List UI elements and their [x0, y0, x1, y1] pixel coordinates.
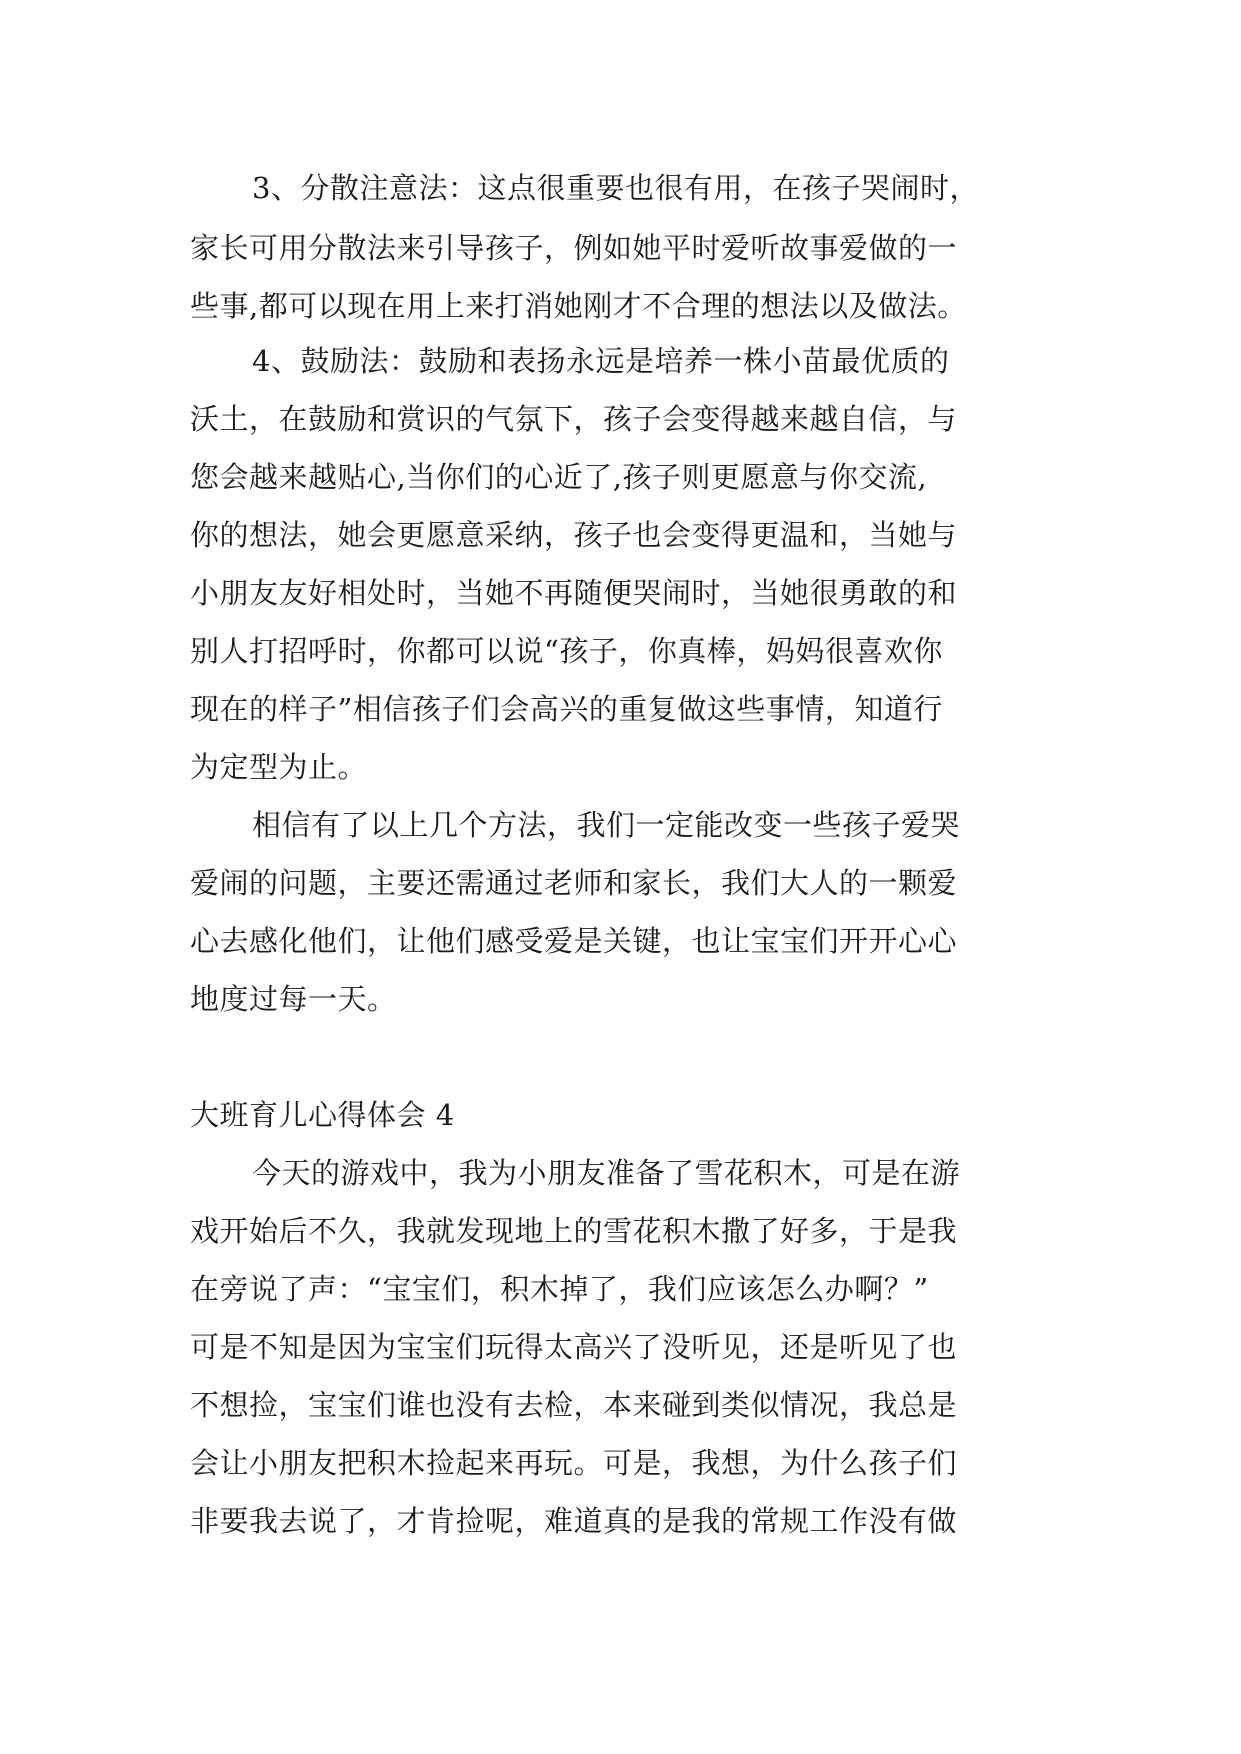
paragraph-line: 现在的样子”相信孩子们会高兴的重复做这些事情，知道行: [190, 692, 943, 726]
paragraph-line: 你的想法，她会更愿意采纳，孩子也会变得更温和，当她与: [190, 518, 958, 552]
paragraph-line: 今天的游戏中，我为小朋友准备了雪花积木，可是在游: [252, 1156, 961, 1190]
paragraph-line: 不想捡，宝宝们谁也没有去检，本来碰到类似情况，我总是: [190, 1388, 958, 1422]
paragraph-line: 3、分散注意法：这点很重要也很有用，在孩子哭闹时，: [252, 171, 979, 205]
paragraph-line: 会让小朋友把积木捡起来再玩。可是，我想，为什么孩子们: [190, 1446, 958, 1480]
paragraph-line: 别人打招呼时，你都可以说“孩子，你真棒，妈妈很喜欢你: [190, 634, 943, 668]
paragraph-line: 家长可用分散法来引导孩子，例如她平时爱听故事爱做的一: [190, 231, 958, 265]
paragraph-line: 4、鼓励法：鼓励和表扬永远是培养一株小苗最优质的: [252, 344, 950, 378]
section-heading: 大班育儿心得体会 4: [190, 1098, 455, 1132]
paragraph-line: 地度过每一天。: [190, 982, 397, 1016]
paragraph-line: 心去感化他们，让他们感受爱是关键，也让宝宝们开开心心: [190, 924, 958, 958]
paragraph-line: 相信有了以上几个方法，我们一定能改变一些孩子爱哭: [252, 808, 961, 842]
paragraph-line: 些事,都可以现在用上来打消她刚才不合理的想法以及做法。: [190, 289, 967, 323]
paragraph-line: 在旁说了声：“宝宝们，积木掉了，我们应该怎么办啊？”: [190, 1272, 929, 1306]
paragraph-line: 为定型为止。: [190, 750, 368, 784]
paragraph-line: 非要我去说了，才肯捡呢，难道真的是我的常规工作没有做: [190, 1504, 958, 1538]
paragraph-line: 您会越来越贴心,当你们的心近了,孩子则更愿意与你交流,: [190, 460, 928, 494]
paragraph-line: 小朋友友好相处时，当她不再随便哭闹时，当她很勇敢的和: [190, 576, 958, 610]
paragraph-line: 沃土，在鼓励和赏识的气氛下，孩子会变得越来越自信，与: [190, 402, 958, 436]
paragraph-line: 戏开始后不久，我就发现地上的雪花积木撒了好多，于是我: [190, 1214, 958, 1248]
paragraph-line: 可是不知是因为宝宝们玩得太高兴了没听见，还是听见了也: [190, 1330, 958, 1364]
paragraph-line: 爱闹的问题，主要还需通过老师和家长，我们大人的一颗爱: [190, 866, 958, 900]
